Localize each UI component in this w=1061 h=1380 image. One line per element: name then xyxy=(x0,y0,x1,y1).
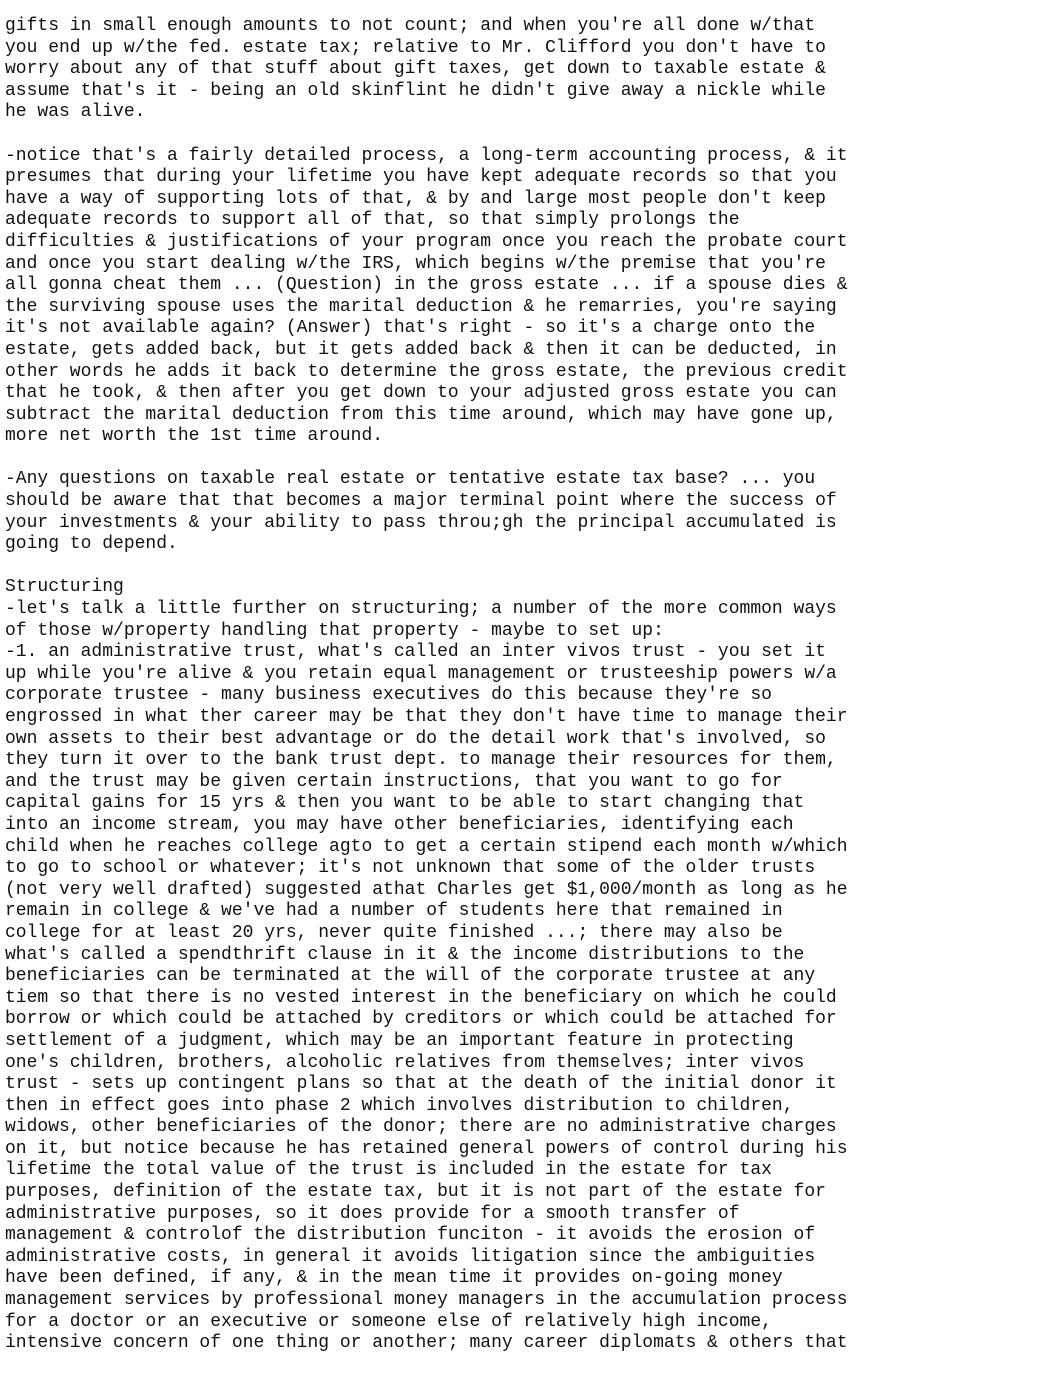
text-line: -1. an administrative trust, what's called an inter vivos trust - you set it xyxy=(5,642,826,663)
text-line: going to depend. xyxy=(5,534,178,555)
text-line: subtract the marital deduction from this time around, which may have gone up, xyxy=(5,404,837,425)
text-line: -notice that's a fairly detailed process, a long-term accounting process, & it xyxy=(5,145,848,166)
text-line: have a way of supporting lots of that, & by and large most people don't keep xyxy=(5,188,826,209)
text-line: he was alive. xyxy=(5,102,146,123)
text-line: other words he adds it back to determine the gross estate, the previous credit xyxy=(5,361,848,382)
text-line: management & controlof the distribution funciton - it avoids the erosion of xyxy=(5,1225,816,1246)
text-line: intensive concern of one thing or another; many career diplomats & others that xyxy=(5,1333,848,1354)
text-line: difficulties & justifications of your program once you reach the probate court xyxy=(5,231,848,252)
text-line: lifetime the total value of the trust is included in the estate for tax xyxy=(5,1160,772,1181)
text-line: up while you're alive & you retain equal management or trusteeship powers w/a xyxy=(5,663,837,684)
text-line: what's called a spendthrift clause in it & the income distributions to the xyxy=(5,944,805,965)
text-line: corporate trustee - many business executives do this because they're so xyxy=(5,685,772,706)
text-line: they turn it over to the bank trust dept. to manage their resources for them, xyxy=(5,750,837,771)
text-line: into an income stream, you may have other beneficiaries, identifying each xyxy=(5,814,794,835)
text-line: worry about any of that stuff about gift taxes, get down to taxable estate & xyxy=(5,59,826,80)
paragraph-gap xyxy=(5,448,1057,470)
text-line: you end up w/the fed. estate tax; relative to Mr. Clifford you don't have to xyxy=(5,37,826,58)
text-line: own assets to their best advantage or do the detail work that's involved, so xyxy=(5,728,826,749)
text-line: to go to school or whatever; it's not unknown that some of the older trusts xyxy=(5,858,816,879)
text-line: remain in college & we've had a number of students here that remained in xyxy=(5,901,783,922)
text-line: management services by professional money managers in the accumulation process xyxy=(5,1290,848,1311)
text-line: your investments & your ability to pass throu;gh the principal accumulated is xyxy=(5,512,837,533)
paragraph xyxy=(5,577,1057,1354)
text-line: engrossed in what ther career may be that they don't have time to manage their xyxy=(5,707,848,727)
text-line: assume that's it - being an old skinflint he didn't give away a nickle while xyxy=(5,80,826,101)
text-line: tiem so that there is no vested interest in the beneficiary on which he could xyxy=(5,987,837,1008)
paragraph-gap xyxy=(5,124,1057,146)
text-line: Structuring xyxy=(5,577,124,598)
text-line: have been defined, if any, & in the mean time it provides on-going money xyxy=(5,1268,783,1289)
text-line: and once you start dealing w/the IRS, which begins w/the premise that you're xyxy=(5,253,826,274)
text-line: all gonna cheat them ... (Question) in the gross estate ... if a spouse dies & xyxy=(5,275,848,296)
text-line: and the trust may be given certain instructions, that you want to go for xyxy=(5,771,783,792)
text-line: adequate records to support all of that, so that simply prolongs the xyxy=(5,210,740,231)
text-line: administrative purposes, so it does provide for a smooth transfer of xyxy=(5,1203,740,1224)
text-line: gifts in small enough amounts to not count; and when you're all done w/that xyxy=(5,16,816,36)
text-line: (not very well drafted) suggested athat Charles get $1,000/month as long as he xyxy=(5,879,848,900)
text-line: estate, gets added back, but it gets added back & then it can be deducted, in xyxy=(5,339,837,360)
text-line: settlement of a judgment, which may be an important feature in protecting xyxy=(5,1030,794,1051)
paragraph xyxy=(5,469,1057,555)
text-line: should be aware that that becomes a major terminal point where the success of xyxy=(5,491,837,512)
text-line: beneficiaries can be terminated at the will of the corporate trustee at any xyxy=(5,966,816,987)
text-line: one's children, brothers, alcoholic relatives from themselves; inter vivos xyxy=(5,1052,805,1073)
paragraph-gap xyxy=(5,556,1057,578)
text-line: child when he reaches college agto to get a certain stipend each month w/which xyxy=(5,836,848,857)
paragraph xyxy=(5,16,1057,124)
text-line: for a doctor or an executive or someone else of relatively high income, xyxy=(5,1311,772,1332)
text-line: college for at least 20 yrs, never quite finished ...; there may also be xyxy=(5,922,783,943)
text-line: it's not available again? (Answer) that's right - so it's a charge onto the xyxy=(5,318,816,339)
text-line: -Any questions on taxable real estate or tentative estate tax base? ... you xyxy=(5,469,816,490)
paragraph xyxy=(5,146,1057,448)
text-line: -let's talk a little further on structuring; a number of the more common ways xyxy=(5,599,837,620)
text-line: presumes that during your lifetime you have kept adequate records so that you xyxy=(5,167,837,188)
text-line: then in effect goes into phase 2 which involves distribution to children, xyxy=(5,1095,794,1116)
text-line: more net worth the 1st time around. xyxy=(5,426,384,447)
text-line: on it, but notice because he has retained general powers of control during his xyxy=(5,1138,848,1159)
text-line: administrative costs, in general it avoids litigation since the ambiguities xyxy=(5,1246,816,1267)
text-line: purposes, definition of the estate tax, but it is not part of the estate for xyxy=(5,1182,826,1203)
text-line: widows, other beneficiaries of the donor; there are no administrative charges xyxy=(5,1117,837,1138)
text-line: borrow or which could be attached by creditors or which could be attached for xyxy=(5,1009,837,1030)
text-line: the surviving spouse uses the marital deduction & he remarries, you're saying xyxy=(5,296,837,317)
text-line: trust - sets up contingent plans so that at the death of the initial donor it xyxy=(5,1074,837,1095)
text-line: capital gains for 15 yrs & then you want to be able to start changing that xyxy=(5,793,805,814)
document-page xyxy=(5,16,1057,1355)
text-line: that he took, & then after you get down to your adjusted gross estate you can xyxy=(5,383,837,404)
text-line: of those w/property handling that property - maybe to set up: xyxy=(5,620,664,641)
